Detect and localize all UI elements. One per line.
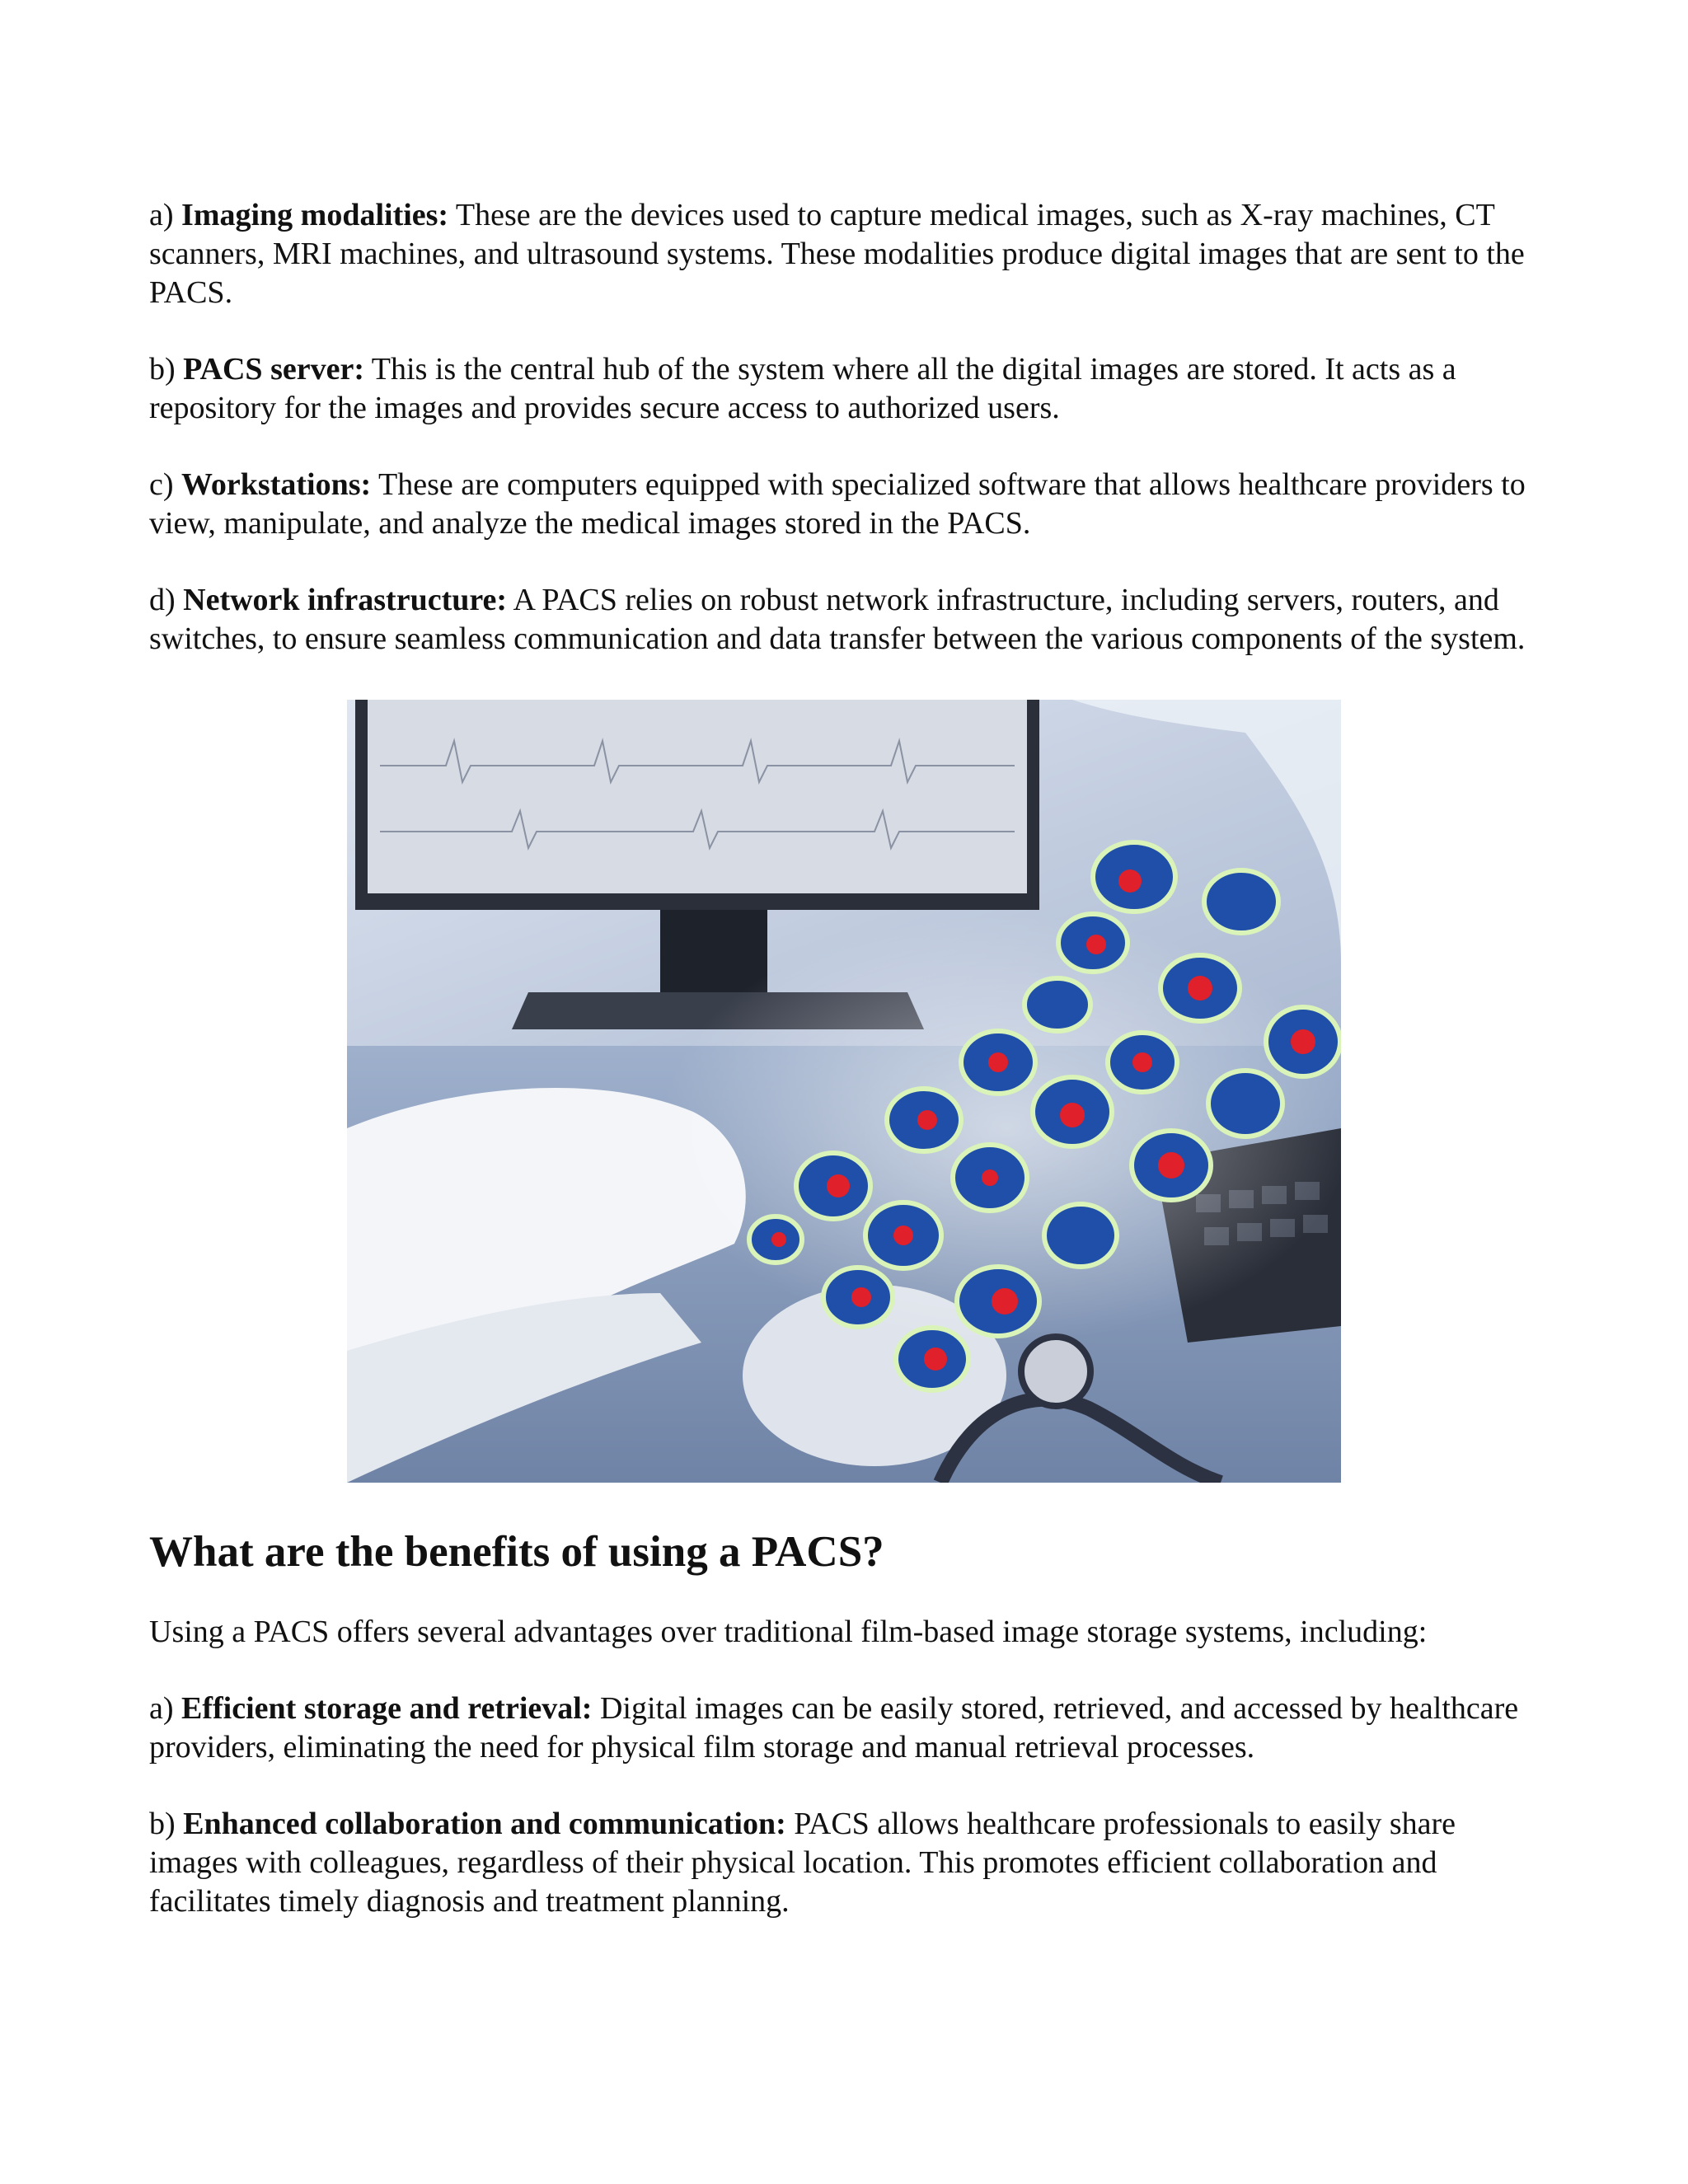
pacs-illustration-image: [347, 700, 1341, 1483]
pacs-illustration-svg: [347, 700, 1341, 1483]
list-prefix: b): [149, 352, 184, 387]
term: Network infrastructure:: [183, 583, 508, 617]
list-prefix: d): [149, 583, 184, 617]
list-prefix: a): [149, 1691, 182, 1726]
term: Workstations:: [181, 467, 372, 502]
list-prefix: a): [149, 198, 182, 232]
list-prefix: b): [149, 1807, 184, 1841]
term: Efficient storage and retrieval:: [181, 1691, 593, 1726]
description: PACS allows healthcare professionals to easily share images with colleagues, regardless of their physical location. This promotes efficient collaboration and facilitates timely diagnosis and treatment planning.: [149, 1807, 1456, 1919]
description: These are the devices used to capture medical images, such as X-ray machines, CT scanners, MRI machines, and ultrasound systems. These modalities produce digital images that are sent to the PACS.: [149, 198, 1525, 310]
list-prefix: c): [149, 467, 182, 502]
term: Imaging modalities:: [181, 198, 449, 232]
component-paragraph-c: [149, 466, 1550, 543]
description: A PACS relies on robust network infrastructure, including servers, routers, and switches, to ensure seamless communication and data transfer between the various components of the system.: [149, 583, 1526, 656]
benefits-intro: Using a PACS offers several advantages over traditional film-based image storage systems, including:: [149, 1615, 1428, 1649]
term: PACS server:: [183, 352, 364, 387]
component-paragraph-b: [149, 350, 1550, 428]
term: Enhanced collaboration and communication:: [183, 1807, 786, 1841]
component-paragraph-d: [149, 581, 1550, 658]
description: Digital images can be easily stored, retrieved, and accessed by healthcare providers, eliminating the need for physical film storage and manual retrieval processes.: [149, 1691, 1519, 1765]
benefit-paragraph-b: [149, 1805, 1550, 1921]
benefits-heading: What are the benefits of using a PACS?: [149, 1528, 884, 1576]
description: This is the central hub of the system where all the digital images are stored. It acts as a repository for the images and provides secure access to authorized users.: [149, 352, 1456, 425]
document-page: [149, 196, 1550, 1959]
description: These are computers equipped with specialized software that allows healthcare providers to view, manipulate, and analyze the medical images stored in the PACS.: [149, 467, 1526, 541]
benefit-paragraph-a: [149, 1690, 1550, 1767]
component-paragraph-a: [149, 196, 1550, 312]
